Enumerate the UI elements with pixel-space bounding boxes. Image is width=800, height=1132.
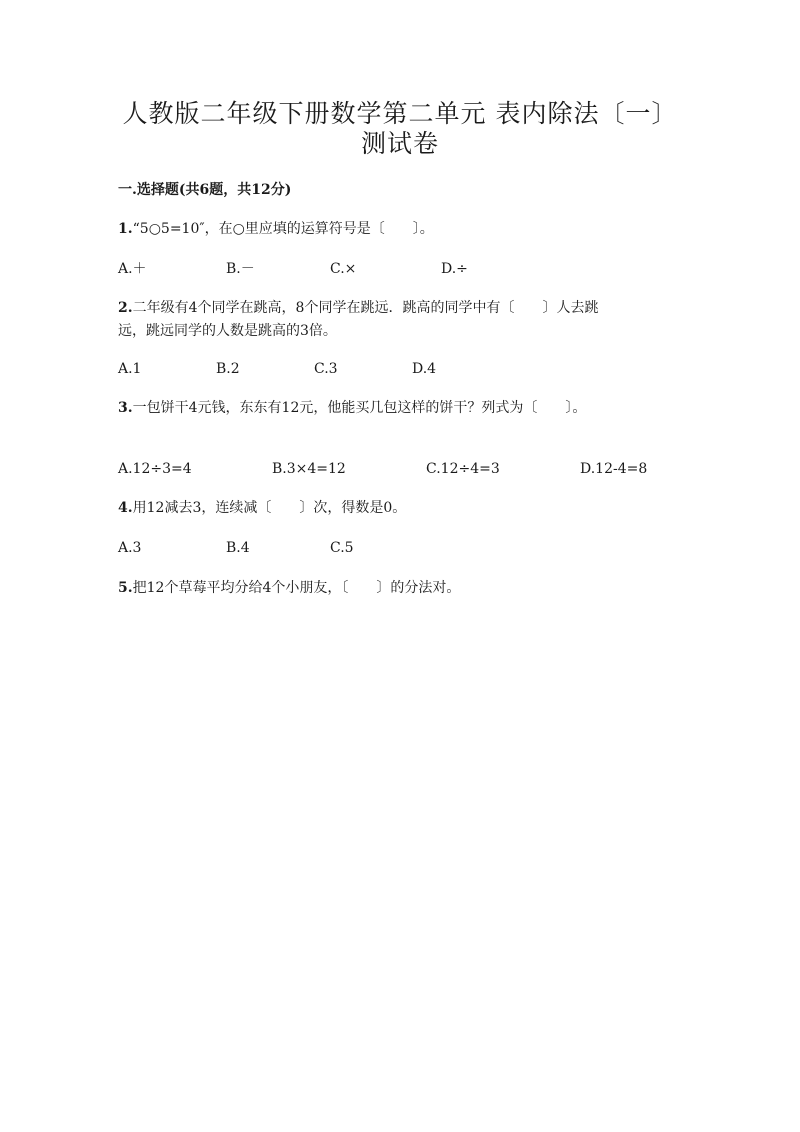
option-2b[interactable]: B.2 xyxy=(216,361,240,377)
option-2c[interactable]: C.3 xyxy=(314,361,338,377)
option-2a[interactable]: A.1 xyxy=(118,361,142,377)
page-subtitle: 测试卷 xyxy=(360,129,439,158)
option-1b[interactable]: B.－ xyxy=(226,261,255,277)
option-4a[interactable]: A.3 xyxy=(118,540,142,556)
question-number: 2. xyxy=(118,300,133,316)
option-1d[interactable]: D.÷ xyxy=(441,261,468,277)
question-text: 把12个草莓平均分给4个小朋友，〔 〕的分法对。 xyxy=(132,580,461,596)
option-4c[interactable]: C.5 xyxy=(330,540,354,556)
option-3a[interactable]: A.12÷3=4 xyxy=(118,461,192,477)
section-heading: 一.选择题(共6题，共12分) xyxy=(118,182,292,198)
question-text: 一包饼干4元钱，东东有12元，他能买几包这样的饼干？列式为〔 〕。 xyxy=(132,400,587,416)
option-3c[interactable]: C.12÷4=3 xyxy=(426,461,500,477)
question-2 xyxy=(118,297,598,319)
question-number: 3. xyxy=(118,400,133,416)
question-text: 用12减去3，连续减〔 〕次，得数是0。 xyxy=(132,500,407,516)
question-number: 4. xyxy=(118,500,133,516)
question-number: 1. xyxy=(118,221,133,237)
option-4b[interactable]: B.4 xyxy=(226,540,250,556)
option-1a[interactable]: A.＋ xyxy=(118,261,147,277)
question-5 xyxy=(118,577,460,599)
option-3d[interactable]: D.12-4=8 xyxy=(580,461,648,477)
page-title: 人教版二年级下册数学第二单元 表内除法〔一〕 xyxy=(122,99,678,128)
option-1c[interactable]: C.× xyxy=(330,261,357,277)
option-2d[interactable]: D.4 xyxy=(412,361,437,377)
option-3b[interactable]: B.3×4=12 xyxy=(272,461,346,477)
question-text: “5○5=10″，在○里应填的运算符号是〔 〕。 xyxy=(132,221,434,237)
question-number: 5. xyxy=(118,580,133,596)
question-text: 二年级有4个同学在跳高，8个同学在跳远．跳高的同学中有〔 〕人去跳 xyxy=(132,300,599,316)
question-3 xyxy=(118,397,586,419)
question-2-continued xyxy=(118,320,337,342)
question-1 xyxy=(118,218,434,240)
question-4 xyxy=(118,497,406,519)
question-text: 远，跳远同学的人数是跳高的3倍。 xyxy=(118,323,337,339)
